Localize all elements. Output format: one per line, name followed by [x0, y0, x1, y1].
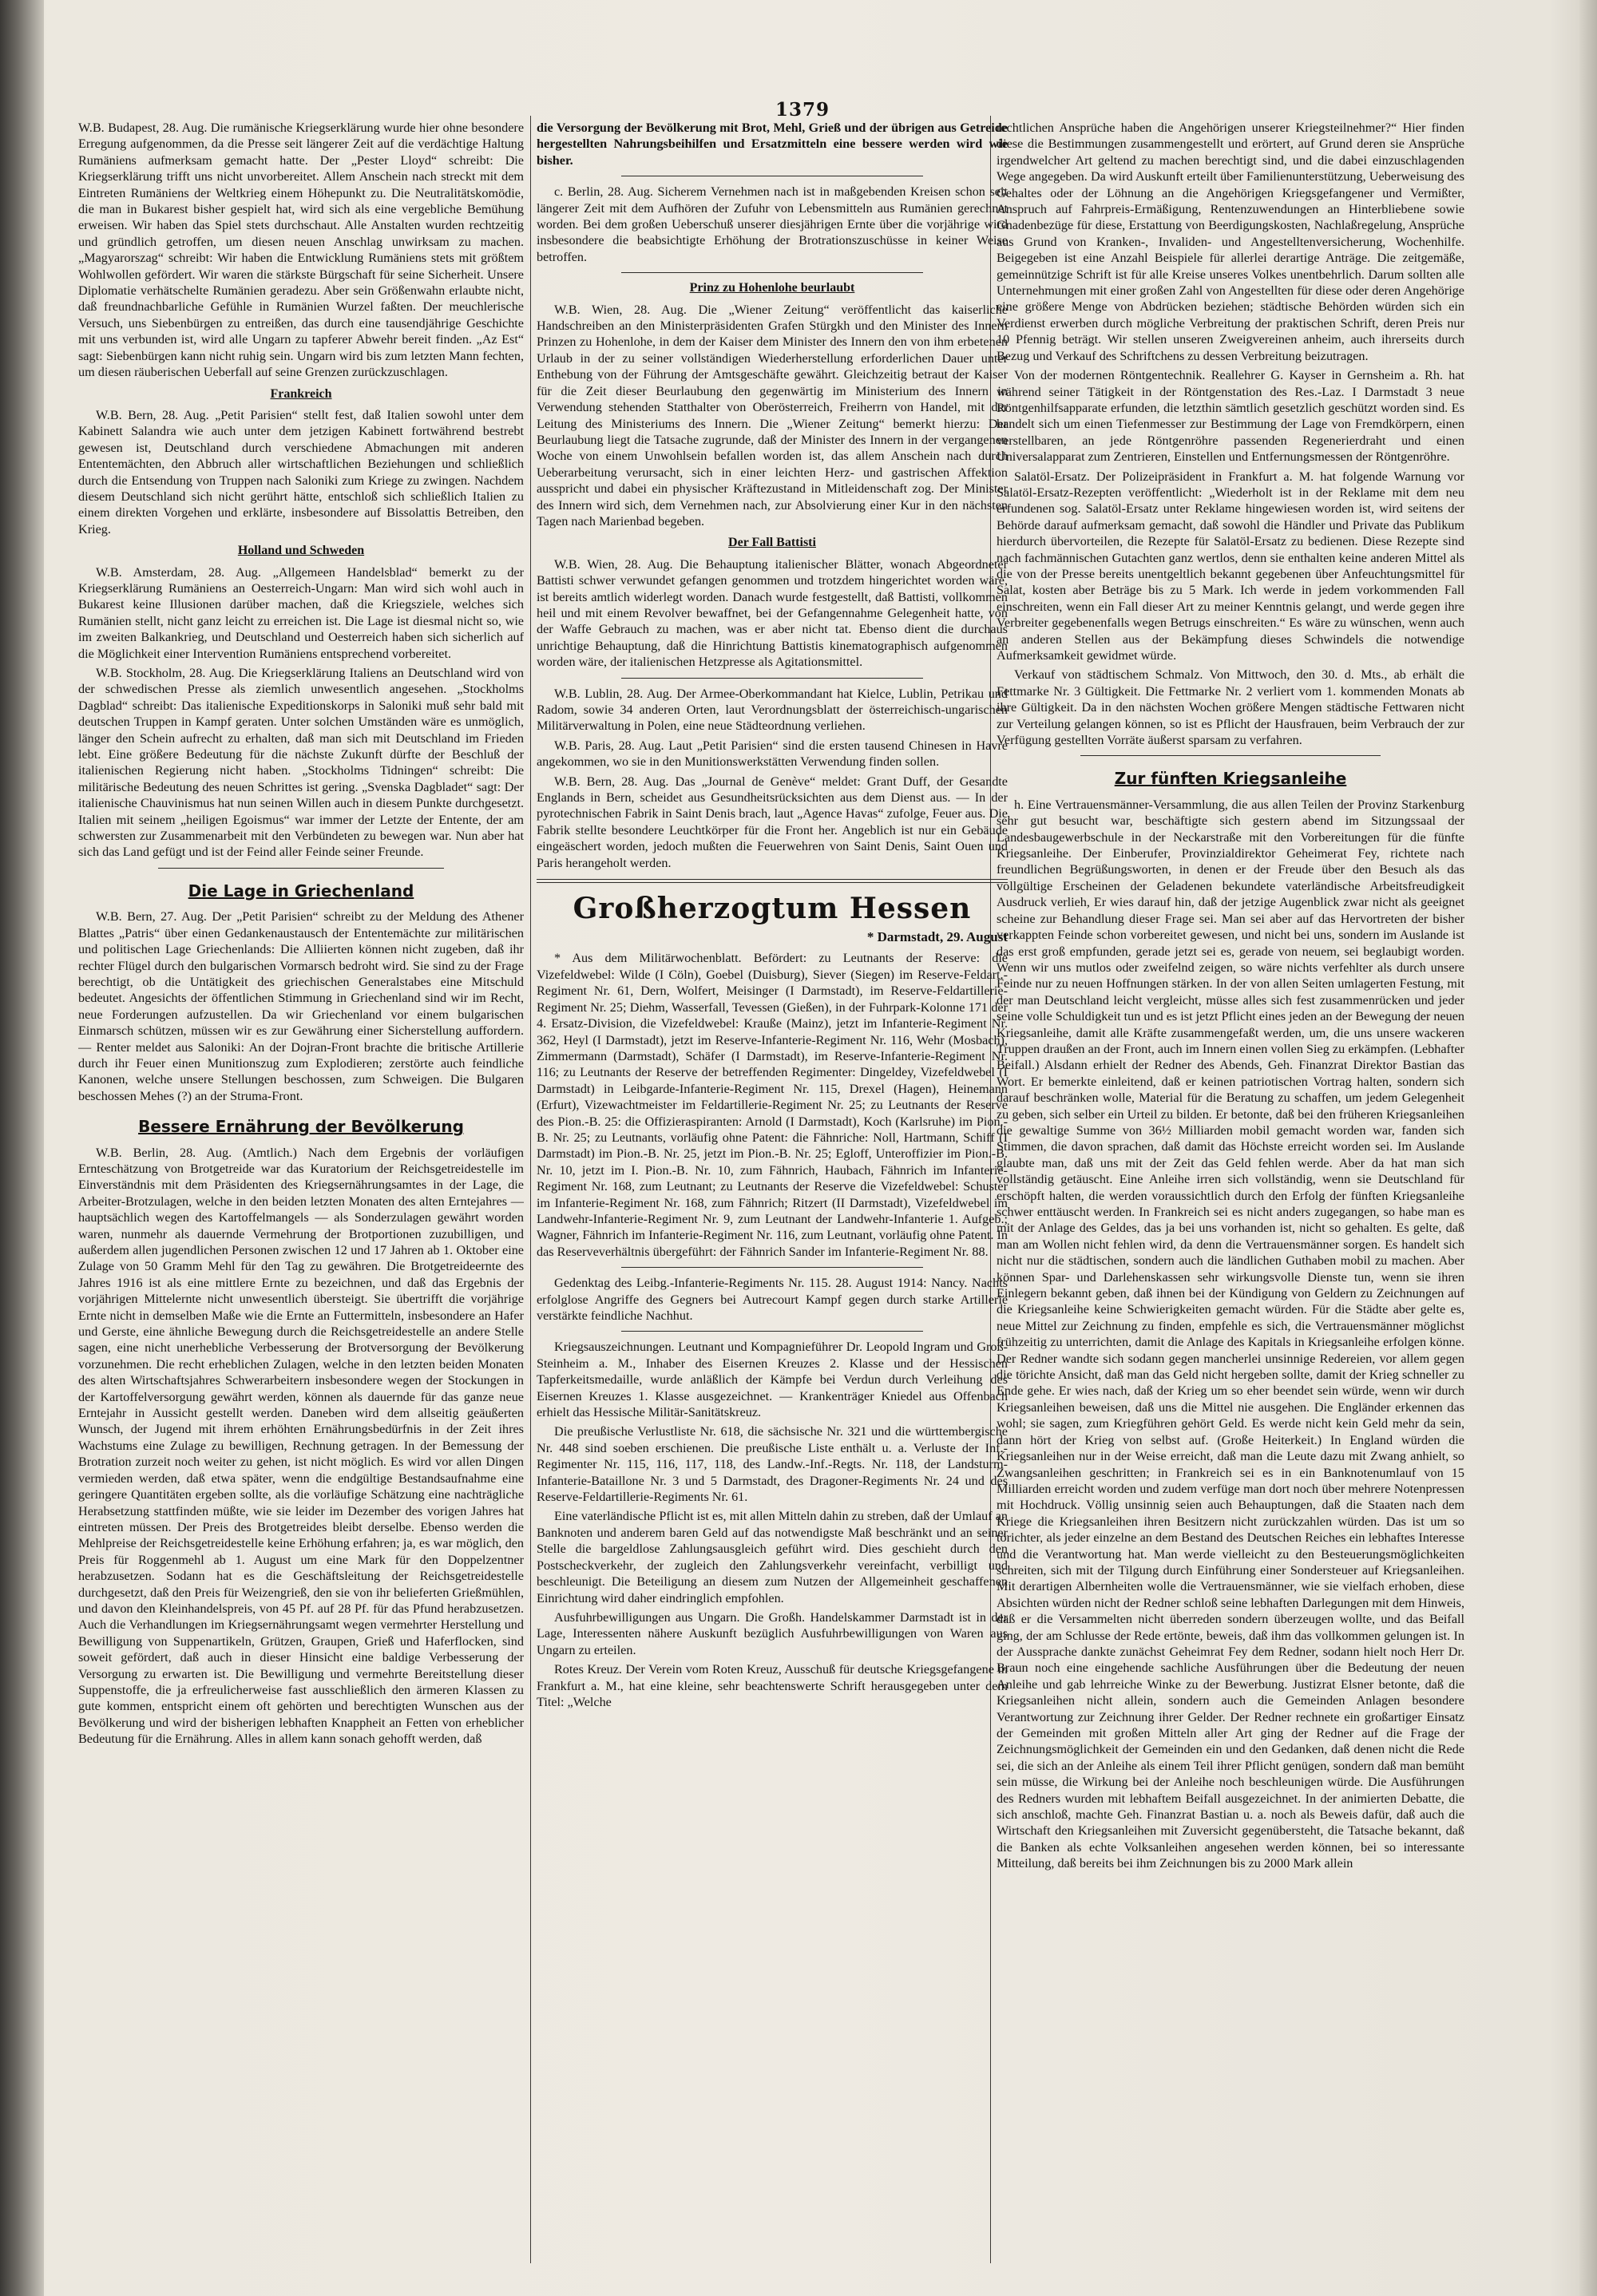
divider	[621, 272, 923, 273]
article-stockholm: W.B. Stockholm, 28. Aug. Die Kriegserklärung Italiens an Deutschland wird von der schwedischen Presse als ziemlich unwesentlich angesehen. „Stockholms Dagblad“ schreibt: Das italienische Expeditionskorps in Saloniki muß sehr bald mit deutschen Truppen in Kampf geraten. Unter solchen Umständen wäre es unmöglich, länger den Schein aufrecht zu erhalten, daß man sich mit Deutschland im Frieden lebt. Eine größere Bedeutung für die nächste Zukunft dürfte der Beschluß der italienischen Regierung nicht haben. „Stockholms Tidningen“ schreibt: Die militärische Bedeutung des neuen Schrittes ist gering. „Svenska Dagbladet“ sagt: Der italienische Chauvinismus hat nun seinen Willen auch in diesem Punkte durchgesetzt. Italien mit seinem „heiligen Egoismus“ war immer der Letzte der Entente, der am schwersten zur Zusammenarbeit mit den Verbündeten zu bewegen war. Nun aber hat sich das Land gefügt und ist der Feind aller Feinde seiner Freunde.	[78, 666, 524, 860]
heading-ernaehrung: Bessere Ernährung der Bevölkerung	[138, 1117, 464, 1137]
dateline-darmstadt: * Darmstadt, 29. August	[866, 929, 1008, 945]
article-paris: W.B. Paris, 28. Aug. Laut „Petit Parisien“ sind die ersten tausend Chinesen in Havre angekommen, wo sie in den Munitionswerkstätten Verwendung finden sollen.	[537, 738, 1008, 770]
column-rule-1	[530, 116, 531, 2263]
divider	[1080, 755, 1380, 756]
article-bern-petit-parisien: W.B. Bern, 28. Aug. „Petit Parisien“ stellt fest, daß Italien sowohl unter dem Kabinett Salandra wie auch unter dem jetzigen Kabinett fortwährend bestrebt gewesen ist, Deutschland durch verschiedene Abmachungen mit anderen Ententemächten, den Abbruch aller wirtschaftlichen Beziehungen und schließlich durch die Entsendung von Truppen nach Saloniki zum Kriege zu zwingen. Nachdem diesem Deutschland sich nicht gerührt hätte, entschloß sich schließlich Italien zu einem direkten Vorgehen und erklärte, insbesondere auf Bissolattis Betreiben, den Krieg.	[78, 407, 524, 536]
article-militaerwochenblatt: * Aus dem Militärwochenblatt. Befördert: zu Leutnants der Reserve: die Vizefeldwebel: Wilde (I Cöln), Goebel (Duisburg), Siever (Siegen) im Reserve-Feldart.-Regiment Nr. 61, Dern, Wolfert, Meisinger (I Darmstadt), im Reserve-Feldartillerie-Regiment Nr. 25; Diehm, Wasserfall, Tevessen (Gießen), in der Fuhrpark-Kolonne 171 der 4. Ersatz-Division, die Vizefeldwebel: Krauße (Mainz), jetzt im Infanterie-Regiment Nr. 362, Heyl (I Darmstadt), jetzt im Reserve-Infanterie-Regiment Nr. 116, Wehr (Mosbach), Zimmermann (Darmstadt), Schäfer (I Darmstadt), im Reserve-Infanterie-Regiment Nr. 116; zu Leutnants der Reserve der betreffenden Regimenter: Dingeldey, Vizefeldwebel (I Darmstadt) in Leibgarde-Infanterie-Regiment Nr. 115, Drexel (Hagen), Heinemann (Erfurt), Vizewachtmeister im Feldartillerie-Regiment Nr. 25; zu Leutnants der Reserve des Pion.-B. 25: die Offizieraspiranten: Arnold (I Darmstadt), Koch (Karlsruhe) im Pion.-B. Nr. 25; zu Leutnants, vorläufig ohne Patent: die Fähnriche: Noll, Hartmann, Schiff (I Darmstadt) im Pion.-B. Nr. 25, jetzt im Pion.-B. Nr. 25; Egloff, Unteroffizier im Pion.-B. Nr. 10, jetzt im I. Pion.-B. Nr. 10, zum Fähnrich, Haubach, Fähnrich im Infanterie-Regiment Nr. 168, zum Leutnant; zu Leutnants der Reserve die Vizefeldwebel: Schuster im Infanterie-Regiment Nr. 168, zum Fähnrich; Ritzert (II Darmstadt), Vizefeldwebel im Landwehr-Infanterie-Regiment Nr. 9, zum Leutnant der Landwehr-Infanterie 1. Aufgeb.; Wagner, Fähnrich im Infanterie-Regiment Nr. 116, zum Leutnant, vorläufig ohne Patent. In das Reserveverhältnis übergeführt: der Fähnrich Sander im Infanterie-Regiment Nr. 88.	[537, 951, 1008, 1259]
article-ausfuhrbewilligungen: Ausfuhrbewilligungen aus Ungarn. Die Großh. Handelskammer Darmstadt ist in der Lage, Interessenten nähere Auskunft bezüglich Ausfuhrbewilligungen von Waren aus Ungarn zu erteilen.	[537, 1609, 1008, 1657]
article-rotes-kreuz-continued: rechtlichen Ansprüche haben die Angehörigen unserer Kriegsteilnehmer?“ Hier finden diese die Bestimmungen zusammengestellt und erörtert, auf Grund deren sie Ansprüche irgendwelcher Art geltend zu machen berechtigt sind, und die dabei einzuschlagenden Wege angegeben. Da wird Auskunft erteilt über Familienunterstützung, Ueberweisung des Gehaltes oder der Löhnung an die Angehörigen Kriegsgefangener und Vermißter, Anspruch auf Fahrpreis-Ermäßigung, Rentenzuwendungen an Hinterbliebene sowie Gnadenbezüge für diese, Erstattung von Beerdigungskosten, Nachlaßregelung, Ansprüche aus Grund von Kranken-, Invaliden- und Angestelltenversicherung, Wochenhilfe. Beigegeben ist eine Anzahl Beispiele für allerlei derartige Anträge. Die zeitgemäße, gemeinnützige Schrift ist für alle Kreise unseres Volkes unentbehrlich. Darum sollten alle Unternehmungen mit einer großen Zahl von Angestellten für diese oder deren Angehörige eine größere Menge von Abdrücken beziehen; städtische Behörden würden sich ein Verdienst erwerben durch mögliche Verbreitung der praktischen Schrift, deren Preis nur 10 Pfennig beträgt. Wir stellen unseren Zweigvereinen anheim, auch ihrerseits durch Bezug und Verkauf des Schriftchens zu dessen Verbreitung beizutragen.	[997, 121, 1464, 363]
heading-kriegsanleihe: Zur fünften Kriegsanleihe	[1114, 769, 1347, 789]
divider	[621, 1331, 923, 1332]
article-gedenktag: Gedenktag des Leibg.-Infanterie-Regiments Nr. 115. 28. August 1914: Nancy. Nachts erfolglose Angriffe des Gegners bei Autrecourt Kampf gegen durch starke Artillerie verstärkte feindliche Nachhut.	[537, 1276, 1008, 1323]
article-schmalz: Verkauf von städtischem Schmalz. Von Mittwoch, den 30. d. Mts., ab erhält die Fettmarke Nr. 3 Gültigkeit. Die Fettmarke Nr. 2 verliert vom 1. kommenden Monats ab ihre Gültigkeit. Da in den nächsten Wochen größere Mengen städtische Fettwaren nicht zur Verteilung gelangen können, so ist es Pflicht der Hausfrauen, beim Verbrauch der zur Verfügung gestellten Vorräte äußerst sparsam zu verfahren.	[997, 667, 1464, 748]
column-2	[537, 120, 1008, 2275]
heading-hohenlohe: Prinz zu Hohenlohe beurlaubt	[689, 281, 855, 295]
article-lublin: W.B. Lublin, 28. Aug. Der Armee-Oberkommandant hat Kielce, Lublin, Petrikau und Radom, sowie 34 anderen Orten, laut Verordnungsblatt der österreichisch-ungarischen Militärverwaltung in Polen, eine neue Städteordnung verliehen.	[537, 686, 1008, 734]
section-divider	[537, 879, 1008, 883]
divider	[158, 868, 443, 869]
heading-hessen: Großherzogtum Hessen	[573, 892, 972, 926]
article-bern-journal: W.B. Bern, 28. Aug. Das „Journal de Genève“ meldet: Grant Duff, der Gesandte Englands in Bern, scheidet aus Gesundheitsrücksichten aus dem Dienst aus. — In der pyrotechnischen Fabrik in Saint Denis brach, laut „Agence Havas“ zufolge, Feuer aus. Die Fabrik stellte besondere Leuchtkörper für die Front her. Angeblich ist nur ein Gebäude eingeäschert worden, jedoch mußten die Feuerwehren von Saint Denis, Saint Ouen und Paris herangeholt werden.	[537, 774, 1008, 870]
page-edge	[1579, 0, 1597, 2296]
article-griechenland: W.B. Bern, 27. Aug. Der „Petit Parisien“ schreibt zu der Meldung des Athener Blattes „Patris“ über einen Gedankenaustausch der Ententemächte zur militärischen und politischen Lage Griechenlands: Die Alliierten können nicht zugeben, daß ihr rechter Flügel durch den bulgarischen Vormarsch bedroht wird. Sie sind zu der Frage berechtigt, ob die Untätigkeit des griechischen Generalstabes eine Mitschuld bedeutet. Angesichts der öffentlichen Stimmung in Griechenland sind wir im Recht, neue Forderungen aufzustellen. Da wir Griechenland vor einem bulgarischen Einmarsch schützen, müssen wir es zur Gewährung einer Sicherstellung auffordern. — Renter meldet aus Saloniki: An der Dojran-Front brachte die britische Artillerie durch ihr Feuer einen Munitionszug zum Explodieren; zerstörte auch feindliche Kanonen, welche unsere Stellungen beschossen, zum Schweigen. Die Bulgaren beschossen Mehes (?) an der Struma-Front.	[78, 909, 524, 1103]
binding-gutter	[0, 0, 44, 2296]
article-battisti: W.B. Wien, 28. Aug. Die Behauptung italienischer Blätter, wonach Abgeordneter Battisti schwer verwundet gefangen genommen und trotzdem hingerichtet worden wäre, ist bereits amtlich widerlegt worden. Danach wurde festgestellt, daß Battisti, vollkommen heil und mit einem Revolver bewaffnet, bei der Gefangennahme Gelegenheit hatte, von der Waffe Gebrauch zu machen, was er aber nicht tat. Ebenso dient die durchaus unrichtige Behauptung, daß die Hinrichtung Battistis kinematographisch aufgenommen worden wäre, der italienischen Hetzpresse als Agitationsmittel.	[537, 556, 1008, 670]
divider	[621, 678, 923, 679]
divider	[621, 1267, 923, 1268]
article-verlustliste: Die preußische Verlustliste Nr. 618, die sächsische Nr. 321 und die württembergische Nr. 448 sind soeben erschienen. Die preußische Liste enthält u. a. Verluste der Inf.-Regimenter Nr. 115, 116, 117, 118, des Landw.-Inf.-Regts. Nr. 118, der Landsturm-Infanterie-Bataillone Nr. 3 und 5 Darmstadt, des Dragoner-Regiments Nr. 24 und des Reserve-Feldartillerie-Regiments Nr. 61.	[537, 1424, 1008, 1505]
column-1	[78, 120, 524, 2275]
article-ernaehrung-continued: die Versorgung der Bevölkerung mit Brot, Mehl, Grieß und der übrigen aus Getreide hergestellten Nahrungsbeihilfen und Ersatzmitteln eine bessere werden wird wie bisher.	[537, 121, 1008, 168]
article-hohenlohe: W.B. Wien, 28. Aug. Die „Wiener Zeitung“ veröffentlicht das kaiserliche Handschreiben an den Ministerpräsidenten Grafen Stürgkh und den Minister des Innern Prinzen zu Hohenlohe, in dem der Kaiser dem Minister des Innern den von ihm erbetenen Urlaub in der zu seiner vollständigen Wiederherstellung erforderlichen Dauer unter Enthebung von der Führung der Amtsgeschäfte gewährt. Gleichzeitig betraut der Kaiser für die Zeit dieser Beurlaubung den gegenwärtig im Ministerium des Innern in Verwendung stehenden Statthalter von Oberösterreich, Freiherrn von Handel, mit der Leitung des Ministeriums des Innern. Die „Wiener Zeitung“ bemerkt hierzu: Der Beurlaubung liegt die Tatsache zugrunde, daß der Minister des Innern in der vergangenen Woche von einem Unwohlsein befallen worden ist, das allem Anschein nach durch Ueberarbeitung verursacht, sich in einer leichten Herz- und gastrischen Affektion ausspricht und dabei ein physischer Kräftezustand in Mitleidenschaft zog. Der Minister des Innern wird sich, dem Vernehmen nach, zur Absolvierung einer Kur in den nächsten Tagen nach Marienbad begeben.	[537, 302, 1008, 528]
article-budapest: W.B. Budapest, 28. Aug. Die rumänische Kriegserklärung wurde hier ohne besondere Erregung aufgenommen, da die Presse seit längerer Zeit auf die verdächtige Haltung Rumäniens aufmerksam gemacht hatte. Der „Pester Lloyd“ schreibt: Die Kriegserklärung trifft uns nicht unvorbereitet. Allem Anschein nach streckt mit dem Eintreten Rumäniens der Weltkrieg einem Höhepunkt zu. Die Neutralitätskomödie, die man in Bukarest bisher gespielt hat, wird sich als eine vergebliche Bemühung erweisen. Wir haben das Spiel stets durchschaut. Alle Anstalten wurden rechtzeitig und gründlich getroffen, um diesen neuen Anschlag unwirksam zu machen. „Magyarorszag“ schreibt: Wir haben die Entwicklung Rumäniens stets mit größtem Wohlwollen gefördert. Wir waren die stärkste Bürgschaft für seine Sicherheit. Unsere Diplomatie verhätschelte Rumänien geradezu. Aber sein Größenwahn erlaubte nicht, daß freundnachbarliche Gefühle in Rumänien Wurzel faßten. Der meuchlerische Versuch, uns Siebenbürgen zu entreißen, das durch eine tausendjährige Geschichte mit uns verbunden ist, wird alle Ungarn zu tapferer Abwehr bereit finden. „Az Est“ sagt: Siebenbürgen kann nicht ruhig sein. Ungarn wird bis zum letzten Mann fechten, um diesen räuberischen Ueberfall auf seine Grenzen zurückzuschlagen.	[78, 121, 524, 380]
article-kriegsauszeichnungen: Kriegsauszeichnungen. Leutnant und Kompagnieführer Dr. Leopold Ingram und Groß-Steinheim a. M., Inhaber des Eisernen Kreuzes 2. Klasse und der Hessischen Tapferkeitsmedaille, wurde anläßlich der Kämpfe bei Verdun durch Verleihung des Eisernen Kreuzes 1. Klasse ausgezeichnet. — Krankenträger Kniedel aus Offenbach erhielt das Hessische Militär-Sanitätskreuz.	[537, 1340, 1008, 1420]
heading-holland-schweden: Holland und Schweden	[237, 544, 365, 558]
heading-battisti: Der Fall Battisti	[728, 536, 816, 550]
column-3	[997, 120, 1464, 2275]
heading-frankreich: Frankreich	[270, 386, 332, 401]
article-roentgentechnik: Von der modernen Röntgentechnik. Reallehrer G. Kayser in Gernsheim a. Rh. hat während seiner Tätigkeit in der Röntgenstation des Res.-Laz. I Darmstadt 3 neue Röntgenhilfsapparate erfunden, die letzthin sämtlich gesetzlich geschützt worden sind. Es handelt sich um einen Tiefenmesser zur Bestimmung der Lage von Fremdkörpern, einen verstellbaren, an jede Röntgenröhre passenden Regenerierdraht und einen Universalapparat zum Zentrieren, Einstellen und Entfernungsmessen der Röntgenröhre.	[997, 368, 1464, 465]
article-ernaehrung: W.B. Berlin, 28. Aug. (Amtlich.) Nach dem Ergebnis der vorläufigen Ernteschätzung von Brotgetreide war das Kuratorium der Reichsgetreidestelle im Einverständnis mit dem Präsidenten des Kriegsernährungsamtes in der Lage, die Arbeiter-Brotzulagen, welche in den beiden letzten Monaten des alten Erntejahres — hauptsächlich wegen des Kartoffelmangels — als Sonderzulagen gewährt worden waren, nunmehr als dauernde Vermehrung der Brotportionen zuzubilligen, und außerdem allen jugendlichen Personen zwischen 12 und 17 Jahren ab 1. Oktober eine Zulage von 50 Gramm Mehl für den Tag zu gewähren. Die Brotgetreideernte des Jahres 1916 ist als eine mittlere Ernte zu bezeichnen, und daß das Ergebnis der vorjährigen Mittelernte nicht unwesentlich übersteigt. Sie übertrifft die vorjährige Ernte nicht in demselben Maße wie die Ernte an Futtermitteln, insbesondere an Hafer und Gerste, eine ähnliche Bewegung durch die Reichsgetreidestelle an andere Stelle sagen, eine nicht unerhebliche Verbesserung der Brotversorgung der Bevölkerung vorzunehmen. Die recht erheblichen Zulagen, welche in den letzten beiden Monaten des alten Wirtschaftsjahres Schwerarbeitern insbesondere wegen der Stockungen in der Kartoffelversorgung gewährt werden, können als dauernde für das ganze neue Erntejahr in Aussicht gestellt werden. Daneben wird dem allseitig geäußerten Wunsch, der Jugend mit ihrem erhöhten Ernährungsbedürfnis in der Zeit ihres Wachstums eine Zulage zu bewilligen, Rechnung getragen. In der Bemessung der Brotration zurzeit noch weiter zu gehen, ist nicht möglich. Es wird vor allen Dingen vermieden werden, daß etwa später, wenn die endgültige Bestandsaufnahme eine geringere Quantitäten ergeben sollte, als die vorläufige Schätzung eine nachträgliche Herabsetzung stattfinden müßte, wie sie leider im Dezember des vorigen Jahres hat eintreten müssen. Der Preis des Brotgetreides bleibt derselbe. Ebenso werden die Mehlpreise der Reichsgetreidestelle keine Erhöhung erfahren; ja, es war möglich, den Preis für Roggenmehl ab 1. August um eine Mark für den Doppelzentner herabzusetzen. Sodann hat es die Geschäftsleitung der Reichsgetreidestelle durchgesetzt, daß den Preis für Weizengrieß, den sie von ihr belieferten Grießmühlen, und davon den Kleinhandelspreis, von 45 Pf. auf 28 Pf. für das Pfund herabzusetzen. Auch die Verhandlungen im Kriegsernährungsamt wegen vermehrter Herstellung und Bewilligung von Suppenartikeln, Grützen, Graupen, Grieß und Haferflocken, sind soweit gefördert, daß auch in dieser Hinsicht eine baldige Verbesserung der Versorgung zu erwarten ist. Die Bewilligung und vermehrte Bereitstellung dieser Suppenstoffe, die ja erfreulicherweise fast ausschließlich den ärmeren Klassen zu gute kommen, entspricht einem oft gehörten und berechtigten Wunschen aus der Bevölkerung und wird der bisherigen lebhaften Knappheit an Fetten von erheblicher Bedeutung für die Ernährung. Alles in allem kann sonach gehofft werden, daß	[78, 1145, 524, 1747]
article-salatoel: Salatöl-Ersatz. Der Polizeipräsident in Frankfurt a. M. hat folgende Warnung vor Salatöl-Ersatz-Rezepten veröffentlicht: „Wiederholt ist in der Reklame mit dem neu erfundenen sog. Salatöl-Ersatz unter Reklame hingewiesen worden ist, wird seitens der Behörde darauf aufmerksam gemacht, daß sowohl die Händler und Private das Publikum hierdurch übervorteilen, die Rezepte für Salatöl-Ersatz zu bedienen. Diese Rezepte sind nach fachmännischen Gutachten ganz wertlos, denn sie enthalten keine anderen Mittel als die von der Presse bereits unentgeltlich bekannt gegebenen über Anfeuchtungsmittel für Salat, kosten aber Beträge bis zu 5 Mark. Ich werde in jedem vorkommenden Fall einschreiten, wenn ein Fall dieser Art zu meiner Kenntnis gelangt, und werde gegen ihre Verbreiter gegebenenfalls wegen Betrugs einschreiten.“ Es wäre zu wünschen, wenn auch an anderen Stellen aus der Bekämpfung dieses Schwindels die notwendige Aufmerksamkeit gewidmet würde.	[997, 469, 1464, 663]
heading-griechenland: Die Lage in Griechenland	[188, 881, 414, 901]
page-number: 1379	[775, 99, 830, 121]
article-rotes-kreuz: Rotes Kreuz. Der Verein vom Roten Kreuz, Ausschuß für deutsche Kriegsgefangene in Frankfurt a. M., hat eine kleine, sehr beachtenswerte Schrift herausgegeben unter dem Titel: „Welche	[537, 1662, 1008, 1709]
article-vaterlaendische-pflicht: Eine vaterländische Pflicht ist es, mit allen Mitteln dahin zu streben, daß der Umlauf an Banknoten und anderem baren Geld auf das notwendigste Maß beschränkt und an seiner Stelle die bargeldlose Zahlungsausgleich geführt wird. Dies geschieht durch den Postscheckverkehr, der zugleich den Zahlungsverkehr vereinfacht, verbilligt und beschleunigt. Die Beteiligung an diesem zum Nutzen der Allgemeinheit geschaffenen Einrichtung wird daher eindringlich empfohlen.	[537, 1509, 1008, 1605]
article-kriegsanleihe: h. Eine Vertrauensmänner-Versammlung, die aus allen Teilen der Provinz Starkenburg sehr gut besucht war, beschäftigte sich gestern abend im Sitzungssaal der Landesbaugewerbschule in der Neckarstraße mit den Vorbereitungen für die fünfte Kriegsanleihe. Der Einberufer, Provinzialdirektor Geheimerat Fey, richtete nach freundlichen Begrüßungsworten, in denen er der Freude über den Besuch als das vollgültige Erscheinen der Geladenen bekundete vaterländische Arbeitsfreudigkeit Ausdruck verlieh, Er wies darauf hin, daß der jetzige Augenblick zwar nicht als geeignet scheine zur Behandlung dieser Frage sei. Man sei aber auf das Hervortreten der bisher verkappten Feinde schon vorbereitet gewesen, und nicht bei uns, sondern im Auslande ist das erst groß empfunden, gerade jetzt sei es, gerade von neuem, sei beglaubigt worden. Wenn wir uns mutlos oder zweifelnd zeigen, so wäre nichts verfehlter als durch unsere Feinde nur zu neuen Hoffnungen stärken. In der von allen Seiten umlagerten Festung, mit der man Deutschland leicht vergleicht, müsse alles sich fest zusammenrücken und jeder seine volle Schuldigkeit tun und es ist jetzt Pflicht eines jeden an der Bewegung der neuen Kriegsanleihe, damit alle Kräfte zusammengefaßt werden, um, die uns unsere wackeren Truppen draußen an der Front, auch im Innern einen vollen Sieg zu erkämpfen. (Lebhafter Beifall.) Alsdann erhielt der Redner des Abends, Geh. Finanzrat Direktor Bastian das Wort. Er bemerkte einleitend, daß er keinen patriotischen Vortrag halten, sondern sich darauf beschränken wolle, Material für die Beratung zu schaffen, um jedem Gelegenheit zu geben, sich selber ein Urteil zu bilden. Er betonte, daß bei den früheren Kriegsanleihen die gewaltige Summe von 36½ Milliarden mobil gemacht worden war, fanden sich Stimmen, die davon sprachen, daß damit das Höchste erreicht worden sei. Im Auslande glaubte man, daß uns mit der Zeit das Geld fehlen werde. Aber da hat man sich vollständig getäuscht. Eine Anleihe irren sich vollständig, wenn sie Deutschland für erschöpft halten, die werden voraussichtlich durch den Erfolg der fünften Kriegsanleihe schwer enttäuscht werden. In Frankreich sei es nicht anders zugegangen, so habe man es mit der Anlage des Geldes, das ja bei uns vorhanden ist, nicht so gehalten. Es gelte, daß man am Wollen nicht fehlen wird, da denn die Vertrauensmänner sorgen. Es handelt sich nicht nur die städtischen, sondern auch die ländlichen Guthaben mobil zu machen. Aber können Spar- und Darlehenskassen sehr wirkungsvolle Dienste tun, wenn sie ihren Einlegern bekannt geben, daß ihnen bei der Kündigung von Geldern zu Zeichnungen auf die Kriegsanleihe keine Schwierigkeiten gemacht würden. Für die Städte aber gelte es, neue Mittel zur Zeichnung zu finden, empfehle es sich, die Vertrauensmänner möglichst frühzeitig zu unterrichten, damit die Anlage des Kapitals in Kriegsanleihe erfolgen könne. Der Redner wandte sich sodann gegen mancherlei unsinnige Redereien, vor allem gegen die törichte Ansicht, daß man das Geld nicht hergeben sollte, damit der Krieg schneller zu Ende gehe. Er wies nach, daß der Krieg um so eher beendet sein würde, wenn wir durch Kriegsanleihen beweisen, daß uns die Mittel nie ausgehen. Die Engländer erkennen das wohl; sie sagen, zum Kriegführen gehört Geld. Es werde nicht kein Geld mehr da sein, dann hört der Krieg von selbst auf. (Große Heiterkeit.) In England würden die Kriegsanleihen nur in der Weise erreicht, daß man die Leute dazu mit Zwang anhielt, so Zwangsanleihen geschritten; in Frankreich sei es in ein Banknotenumlauf von 15 Milliarden erreicht worden und zudem verfüge man dort noch über mehrere Notenpressen mit Hochdruck. Völlig unsinnig seien auch Behauptungen, daß die Staaten nach dem Kriege die Kriegsanleihen ihren Besitzern nicht zurückzahlen würden. Das ist um so törichter, als jeder einzelne an dem Bestand des Deutschen Reiches ein lebhaftes Interesse und die Verantwortung hat. Man werde vielleicht zu den Besteuerungsmöglichkeiten schreiten, sich mit der Tilgung durch Einführung einer Sondersteuer auf Kriegsanleihen. Mit derartigen Albernheiten wolle die Vertrauensmänner, wie sie vielfach erhoben, diese Absichten würden nicht der Redner schloß seine lebhaften Darlegungen mit dem Hinweis, daß er die Versammelten nicht überreden sondern überzeugen wollte, und das Beifall ging, der am Schlusse der Rede ertönte, beweis, daß ihm das vollkommen gelungen ist. In der Aussprache dankte zunächst Geheimrat Fey dem Redner, sodann hielt noch Herr Dr. Braun noch eine eingehende sachliche Ausführungen über die Bedeutung der neuen Anleihe und gab lehrreiche Winke zu der Bewerbung. Justizrat Elsner betonte, daß die Kriegsanleihen nicht allein, sondern auch die Gemeinden Anlagen besondere Verantwortung zur Zeichnung ihrer Gelder. Der Redner rechnete ein großartiger Einsatz der Gemeinden mit großen Mitteln aller Art ging der Redner auf die Frage der Zeichnungsmöglichkeit der Gemeinden ein und den Gedanken, daß denen nicht die Rede sei, die sich an der Anleihe als einem Teil ihrer Pflicht genügen, sondern daß man bemüht sein müsse, die Wirkung bei der Anleihe noch beschleunigen würde. Die Ausführungen des Redners wurden mit lebhaftem Beifall ausgezeichnet. In der animierten Debatte, die sich anschloß, machte Geh. Finanzrat Bastian u. a. noch als Beweis dafür, daß auch die Wirtschaft den Kriegsanleihen mit Zuversicht gegenübersteht, die Tatsache bekannt, daß die Banken als echte Volksanleihen angesehen werden können, bei so interessante Mitteilung, daß bereits bei ihm Zeichnungen bis zu 2000 Mark allein	[997, 797, 1464, 1871]
article-berlin-rumaenien: c. Berlin, 28. Aug. Sicherem Vernehmen nach ist in maßgebenden Kreisen schon seit längerer Zeit mit dem Aufhören der Zufuhr von Lebensmitteln aus Rumänien gerechnet worden. Bei dem großen Ueberschuß unserer diesjährigen Ernte über die vorjährige wird insbesondere die beabsichtigte Erhöhung der Brotrationszuschüsse in keiner Weise betroffen.	[537, 184, 1008, 264]
article-amsterdam: W.B. Amsterdam, 28. Aug. „Allgemeen Handelsblad“ bemerkt zu der Kriegserklärung Rumäniens an Oesterreich-Ungarn: Man wird sich wohl auch in Bukarest keine Illusionen darüber machen, daß die Kriegsziele, welches sich Rumänien stellt, nicht ganz leicht zu erreichen ist. Die Lage ist diesmal nicht so, wie im zweiten Balkankrieg, und Deutschland und Oesterreich haben sich sicherlich auf die Möglichkeit einer Intervention Rumäniens entsprechend vorbereitet.	[78, 564, 524, 661]
